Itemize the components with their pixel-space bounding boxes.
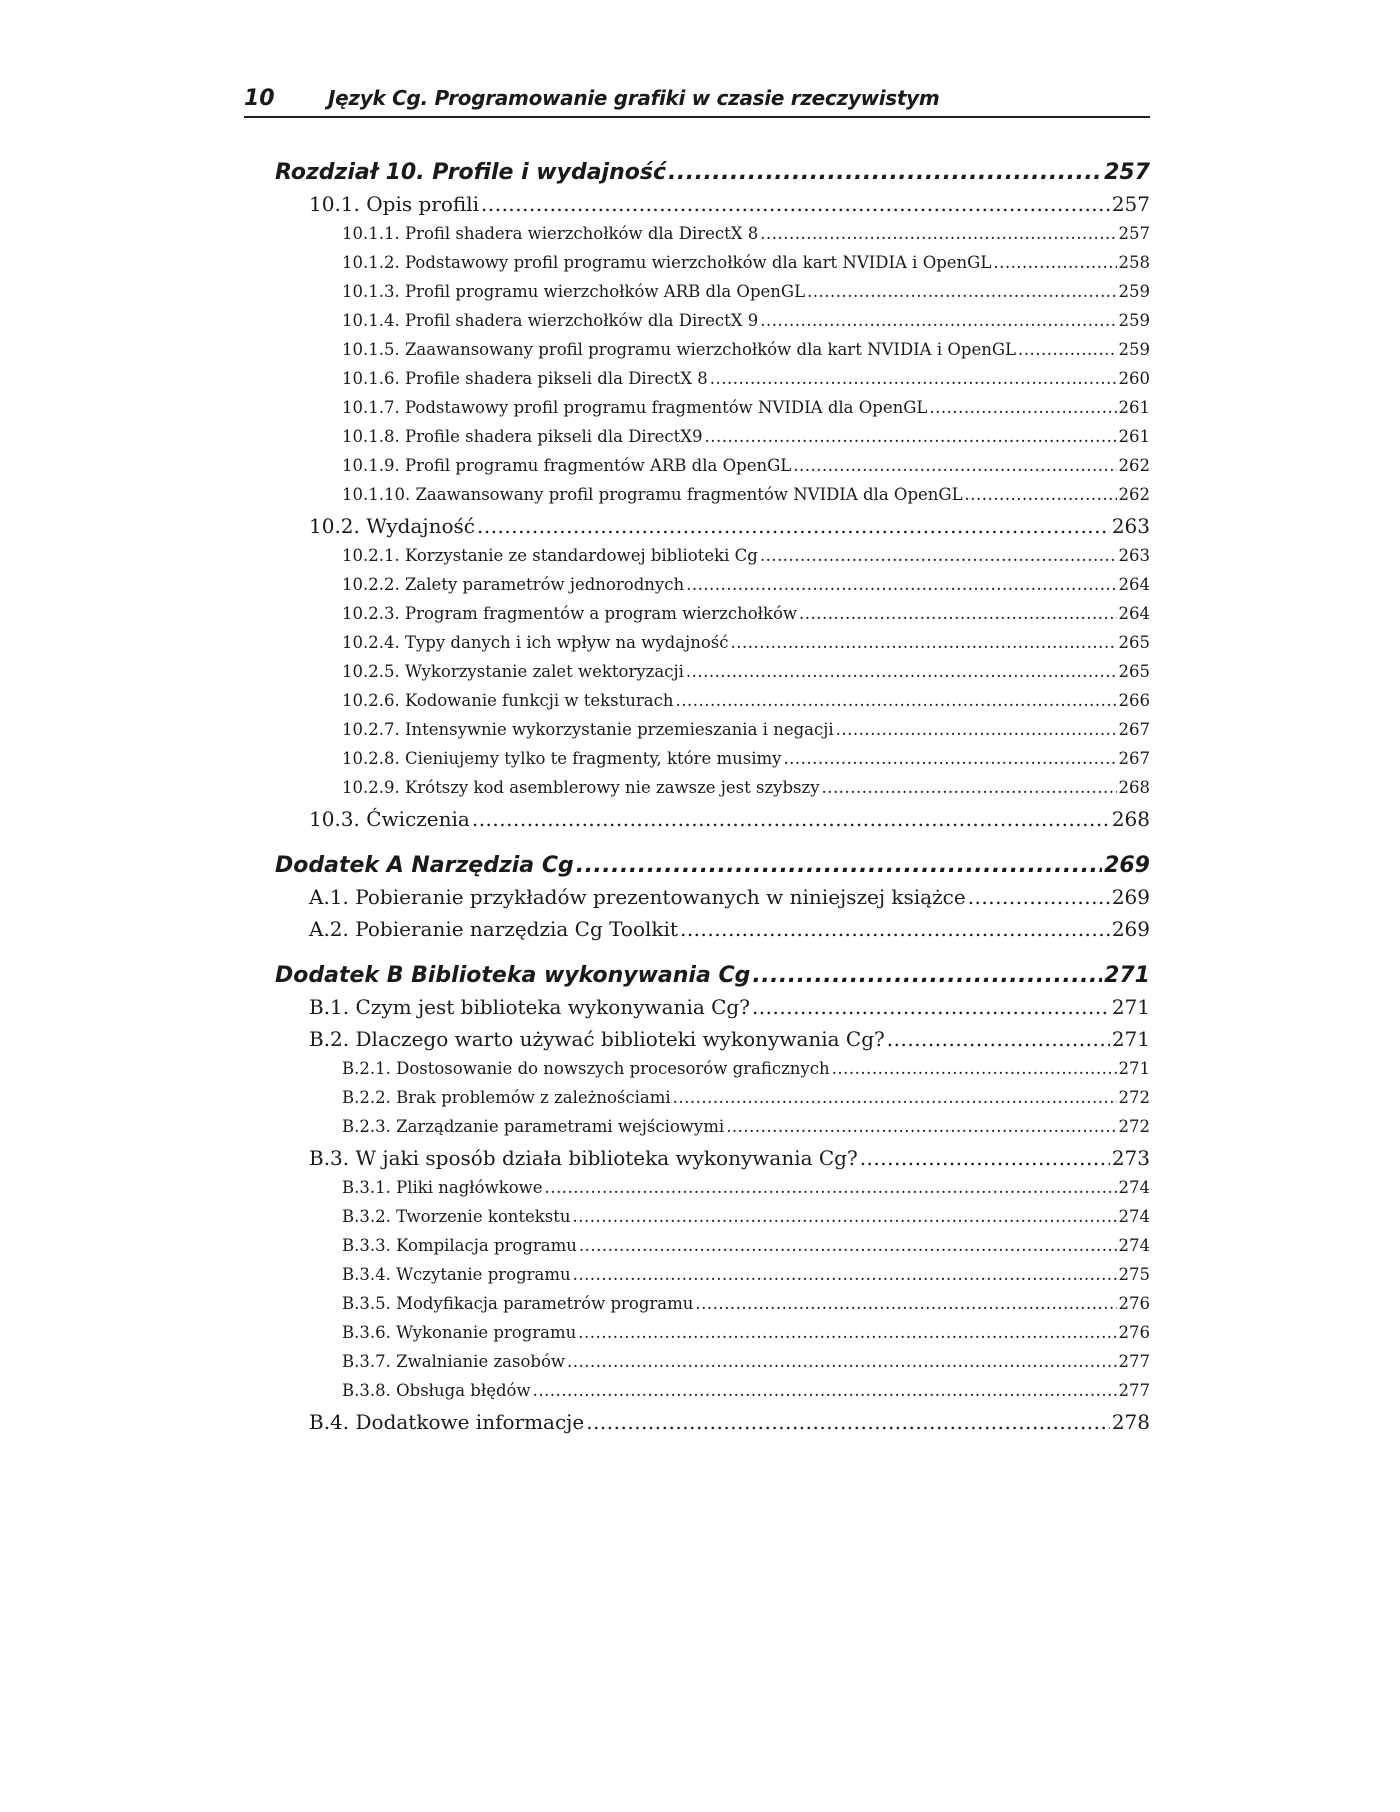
dot-leader [968,885,1110,909]
dot-leader [675,691,1116,710]
toc-entry-section [275,885,1150,917]
toc-entry-chapter [275,160,1150,192]
toc-entry-page: 261 [1118,427,1150,446]
toc-entry-page: 263 [1118,546,1150,565]
toc-entry-title: 10.1.9. Profil programu fragmentów ARB dla OpenGL [342,456,792,475]
toc-entry-subsection [275,253,1150,282]
toc-entry-title: 10.2.6. Kodowanie funkcji w teksturach [342,691,674,710]
toc-entry-page: 269 [1104,853,1150,878]
toc-entry-subsection [275,1178,1150,1207]
toc-entry-subsection [275,1265,1150,1294]
dot-leader [573,1265,1117,1284]
dot-leader [545,1178,1117,1197]
dot-leader [760,311,1116,330]
toc-entry-page: 260 [1118,369,1150,388]
dot-leader [477,514,1110,538]
dot-leader [752,995,1110,1019]
toc-entry-subsection [275,1088,1150,1117]
toc-entry-subsection [275,1207,1150,1236]
toc-entry-subsection [275,778,1150,807]
toc-entry-section [275,192,1150,224]
toc-entry-section [275,1146,1150,1178]
dot-leader [576,853,1102,878]
toc-entry-title: 10.1.3. Profil programu wierzchołków ARB dla OpenGL [342,282,806,301]
dot-leader [993,253,1116,272]
dot-leader [472,807,1110,831]
toc-entry-section [275,995,1150,1027]
dot-leader [481,192,1110,216]
toc-entry-page: 271 [1104,963,1150,988]
toc-entry-page: 257 [1111,192,1150,216]
dot-leader [673,1088,1117,1107]
toc-entry-title: 10.2.1. Korzystanie ze standardowej biblioteki Cg [342,546,758,565]
running-title: Język Cg. Programowanie grafiki w czasie rzeczywistym [328,86,940,110]
dot-leader [573,1207,1117,1226]
toc-entry-subsection [275,1381,1150,1410]
toc-entry-title: 10.1.6. Profile shadera pikseli dla DirectX 8 [342,369,708,388]
toc-entry-title: B.3.1. Pliki nagłówkowe [342,1178,543,1197]
toc-entry-page: 275 [1118,1265,1150,1284]
toc-entry-section [275,1410,1150,1442]
toc-entry-page: 257 [1118,224,1150,243]
toc-entry-title: 10.1.8. Profile shadera pikseli dla DirectX9 [342,427,703,446]
toc-entry-subsection [275,1117,1150,1146]
dot-leader [668,160,1102,185]
toc-entry-page: 267 [1118,749,1150,768]
toc-entry-subsection [275,1236,1150,1265]
dot-leader [822,778,1117,797]
dot-leader [836,720,1117,739]
toc-entry-section [275,917,1150,949]
toc-entry-title: B.2.2. Brak problemów z zależnościami [342,1088,671,1107]
dot-leader [686,575,1116,594]
toc-entry-subsection [275,485,1150,514]
toc-entry-title: 10.2.4. Typy danych i ich wpływ na wydajność [342,633,729,652]
toc-entry-page: 264 [1118,604,1150,623]
toc-entry-page: 276 [1118,1323,1150,1342]
toc-entry-title: 10.2.8. Cieniujemy tylko te fragmenty, które musimy [342,749,782,768]
toc-entry-page: 277 [1118,1352,1150,1371]
toc-entry-page: 258 [1118,253,1150,272]
dot-leader [710,369,1117,388]
dot-leader [578,1323,1116,1342]
toc-entry-title: B.3.8. Obsługa błędów [342,1381,531,1400]
toc-entry-page: 262 [1118,456,1150,475]
dot-leader [965,485,1117,504]
toc-entry-page: 276 [1118,1294,1150,1313]
toc-entry-page: 271 [1111,1027,1150,1051]
toc-entry-subsection [275,311,1150,340]
toc-entry-subsection [275,398,1150,427]
dot-leader [726,1117,1116,1136]
toc-entry-subsection [275,1294,1150,1323]
dot-leader [793,456,1116,475]
toc-entry-title: B.3.4. Wczytanie programu [342,1265,571,1284]
toc-entry-title: Rozdział 10. Profile i wydajność [275,160,667,185]
toc-entry-title: Dodatek B Biblioteka wykonywania Cg [275,963,751,988]
dot-leader [760,224,1116,243]
toc-entry-title: 10.1.4. Profil shadera wierzchołków dla DirectX 9 [342,311,759,330]
dot-leader [586,1410,1110,1434]
toc-entry-subsection [275,427,1150,456]
toc-entry-page: 257 [1104,160,1150,185]
toc-entry-title: B.3.2. Tworzenie kontekstu [342,1207,571,1226]
toc-entry-title: B.3.6. Wykonanie programu [342,1323,577,1342]
toc-entry-subsection [275,633,1150,662]
toc-entry-section [275,1027,1150,1059]
toc-entry-title: B.2.3. Zarządzanie parametrami wejściowymi [342,1117,725,1136]
toc-entry-page: 264 [1118,575,1150,594]
toc-entry-chapter [275,853,1150,885]
toc-entry-page: 262 [1118,485,1150,504]
toc-entry-title: B.3.3. Kompilacja programu [342,1236,577,1255]
dot-leader [887,1027,1110,1051]
toc-entry-title: 10.2.9. Krótszy kod asemblerowy nie zawsze jest szybszy [342,778,820,797]
toc-entry-page: 259 [1118,311,1150,330]
dot-leader [680,917,1110,941]
dot-leader [730,633,1116,652]
toc-entry-title: A.2. Pobieranie narzędzia Cg Toolkit [309,917,678,941]
toc-entry-page: 272 [1118,1088,1150,1107]
toc-entry-page: 274 [1118,1207,1150,1226]
toc-entry-subsection [275,749,1150,778]
toc-entry-title: 10.2. Wydajność [309,514,475,538]
dot-leader [760,546,1117,565]
toc-entry-page: 269 [1111,917,1150,941]
toc-entry-title: 10.1.10. Zaawansowany profil programu fragmentów NVIDIA dla OpenGL [342,485,963,504]
dot-leader [860,1146,1110,1170]
toc-entry-page: 268 [1118,778,1150,797]
toc-entry-page: 278 [1111,1410,1150,1434]
toc-entry-page: 271 [1118,1059,1150,1078]
dot-leader [704,427,1116,446]
dot-leader [832,1059,1117,1078]
dot-leader [783,749,1116,768]
toc-entry-subsection [275,720,1150,749]
toc-entry-section [275,514,1150,546]
toc-entry-title: B.4. Dodatkowe informacje [309,1410,585,1434]
toc-entry-page: 259 [1118,340,1150,359]
toc-entry-subsection [275,224,1150,253]
toc-entry-page: 277 [1118,1381,1150,1400]
toc-entry-title: 10.1. Opis profili [309,192,479,216]
toc-entry-subsection [275,282,1150,311]
toc-entry-page: 265 [1118,662,1150,681]
toc-entry-subsection [275,1059,1150,1088]
dot-leader [799,604,1116,623]
toc-entry-page: 272 [1118,1117,1150,1136]
toc-entry-page: 263 [1111,514,1150,538]
dot-leader [1018,340,1117,359]
toc-entry-title: 10.3. Ćwiczenia [309,807,470,831]
toc-entry-subsection [275,1352,1150,1381]
table-of-contents [275,160,1150,1442]
toc-entry-page: 261 [1118,398,1150,417]
dot-leader [929,398,1116,417]
toc-entry-subsection [275,604,1150,633]
toc-entry-title: B.2.1. Dostosowanie do nowszych procesorów graficznych [342,1059,830,1078]
dot-leader [567,1352,1116,1371]
toc-entry-title: 10.1.5. Zaawansowany profil programu wierzchołków dla kart NVIDIA i OpenGL [342,340,1016,359]
toc-entry-subsection [275,546,1150,575]
toc-entry-page: 274 [1118,1236,1150,1255]
toc-entry-title: 10.2.7. Intensywnie wykorzystanie przemieszania i negacji [342,720,834,739]
toc-entry-title: 10.1.2. Podstawowy profil programu wierzchołków dla kart NVIDIA i OpenGL [342,253,992,272]
toc-entry-title: 10.1.1. Profil shadera wierzchołków dla DirectX 8 [342,224,759,243]
toc-entry-page: 267 [1118,720,1150,739]
page-number: 10 [244,86,275,111]
toc-entry-page: 271 [1111,995,1150,1019]
toc-entry-title: 10.2.5. Wykorzystanie zalet wektoryzacji [342,662,684,681]
toc-entry-title: B.3.5. Modyfikacja parametrów programu [342,1294,694,1313]
toc-entry-title: 10.1.7. Podstawowy profil programu fragmentów NVIDIA dla OpenGL [342,398,928,417]
toc-entry-title: B.2. Dlaczego warto używać biblioteki wykonywania Cg? [309,1027,885,1051]
toc-entry-title: B.1. Czym jest biblioteka wykonywania Cg? [309,995,750,1019]
toc-entry-page: 266 [1118,691,1150,710]
toc-entry-title: 10.2.3. Program fragmentów a program wierzchołków [342,604,798,623]
toc-entry-page: 265 [1118,633,1150,652]
toc-entry-section [275,807,1150,839]
toc-entry-title: A.1. Pobieranie przykładów prezentowanych w niniejszej książce [309,885,966,909]
dot-leader [686,662,1117,681]
toc-entry-subsection [275,662,1150,691]
toc-entry-title: Dodatek A Narzędzia Cg [275,853,574,878]
toc-entry-subsection [275,691,1150,720]
toc-entry-page: 259 [1118,282,1150,301]
dot-leader [695,1294,1116,1313]
toc-entry-title: B.3. W jaki sposób działa biblioteka wykonywania Cg? [309,1146,858,1170]
dot-leader [752,963,1102,988]
dot-leader [807,282,1116,301]
dot-leader [579,1236,1117,1255]
toc-entry-subsection [275,369,1150,398]
toc-entry-page: 274 [1118,1178,1150,1197]
toc-entry-chapter [275,963,1150,995]
toc-entry-subsection [275,1323,1150,1352]
toc-entry-page: 269 [1111,885,1150,909]
toc-entry-title: B.3.7. Zwalnianie zasobów [342,1352,566,1371]
toc-entry-subsection [275,340,1150,369]
toc-entry-page: 273 [1111,1146,1150,1170]
toc-entry-subsection [275,456,1150,485]
toc-entry-title: 10.2.2. Zalety parametrów jednorodnych [342,575,685,594]
toc-entry-page: 268 [1111,807,1150,831]
toc-entry-subsection [275,575,1150,604]
page-header [244,86,1150,118]
dot-leader [533,1381,1117,1400]
